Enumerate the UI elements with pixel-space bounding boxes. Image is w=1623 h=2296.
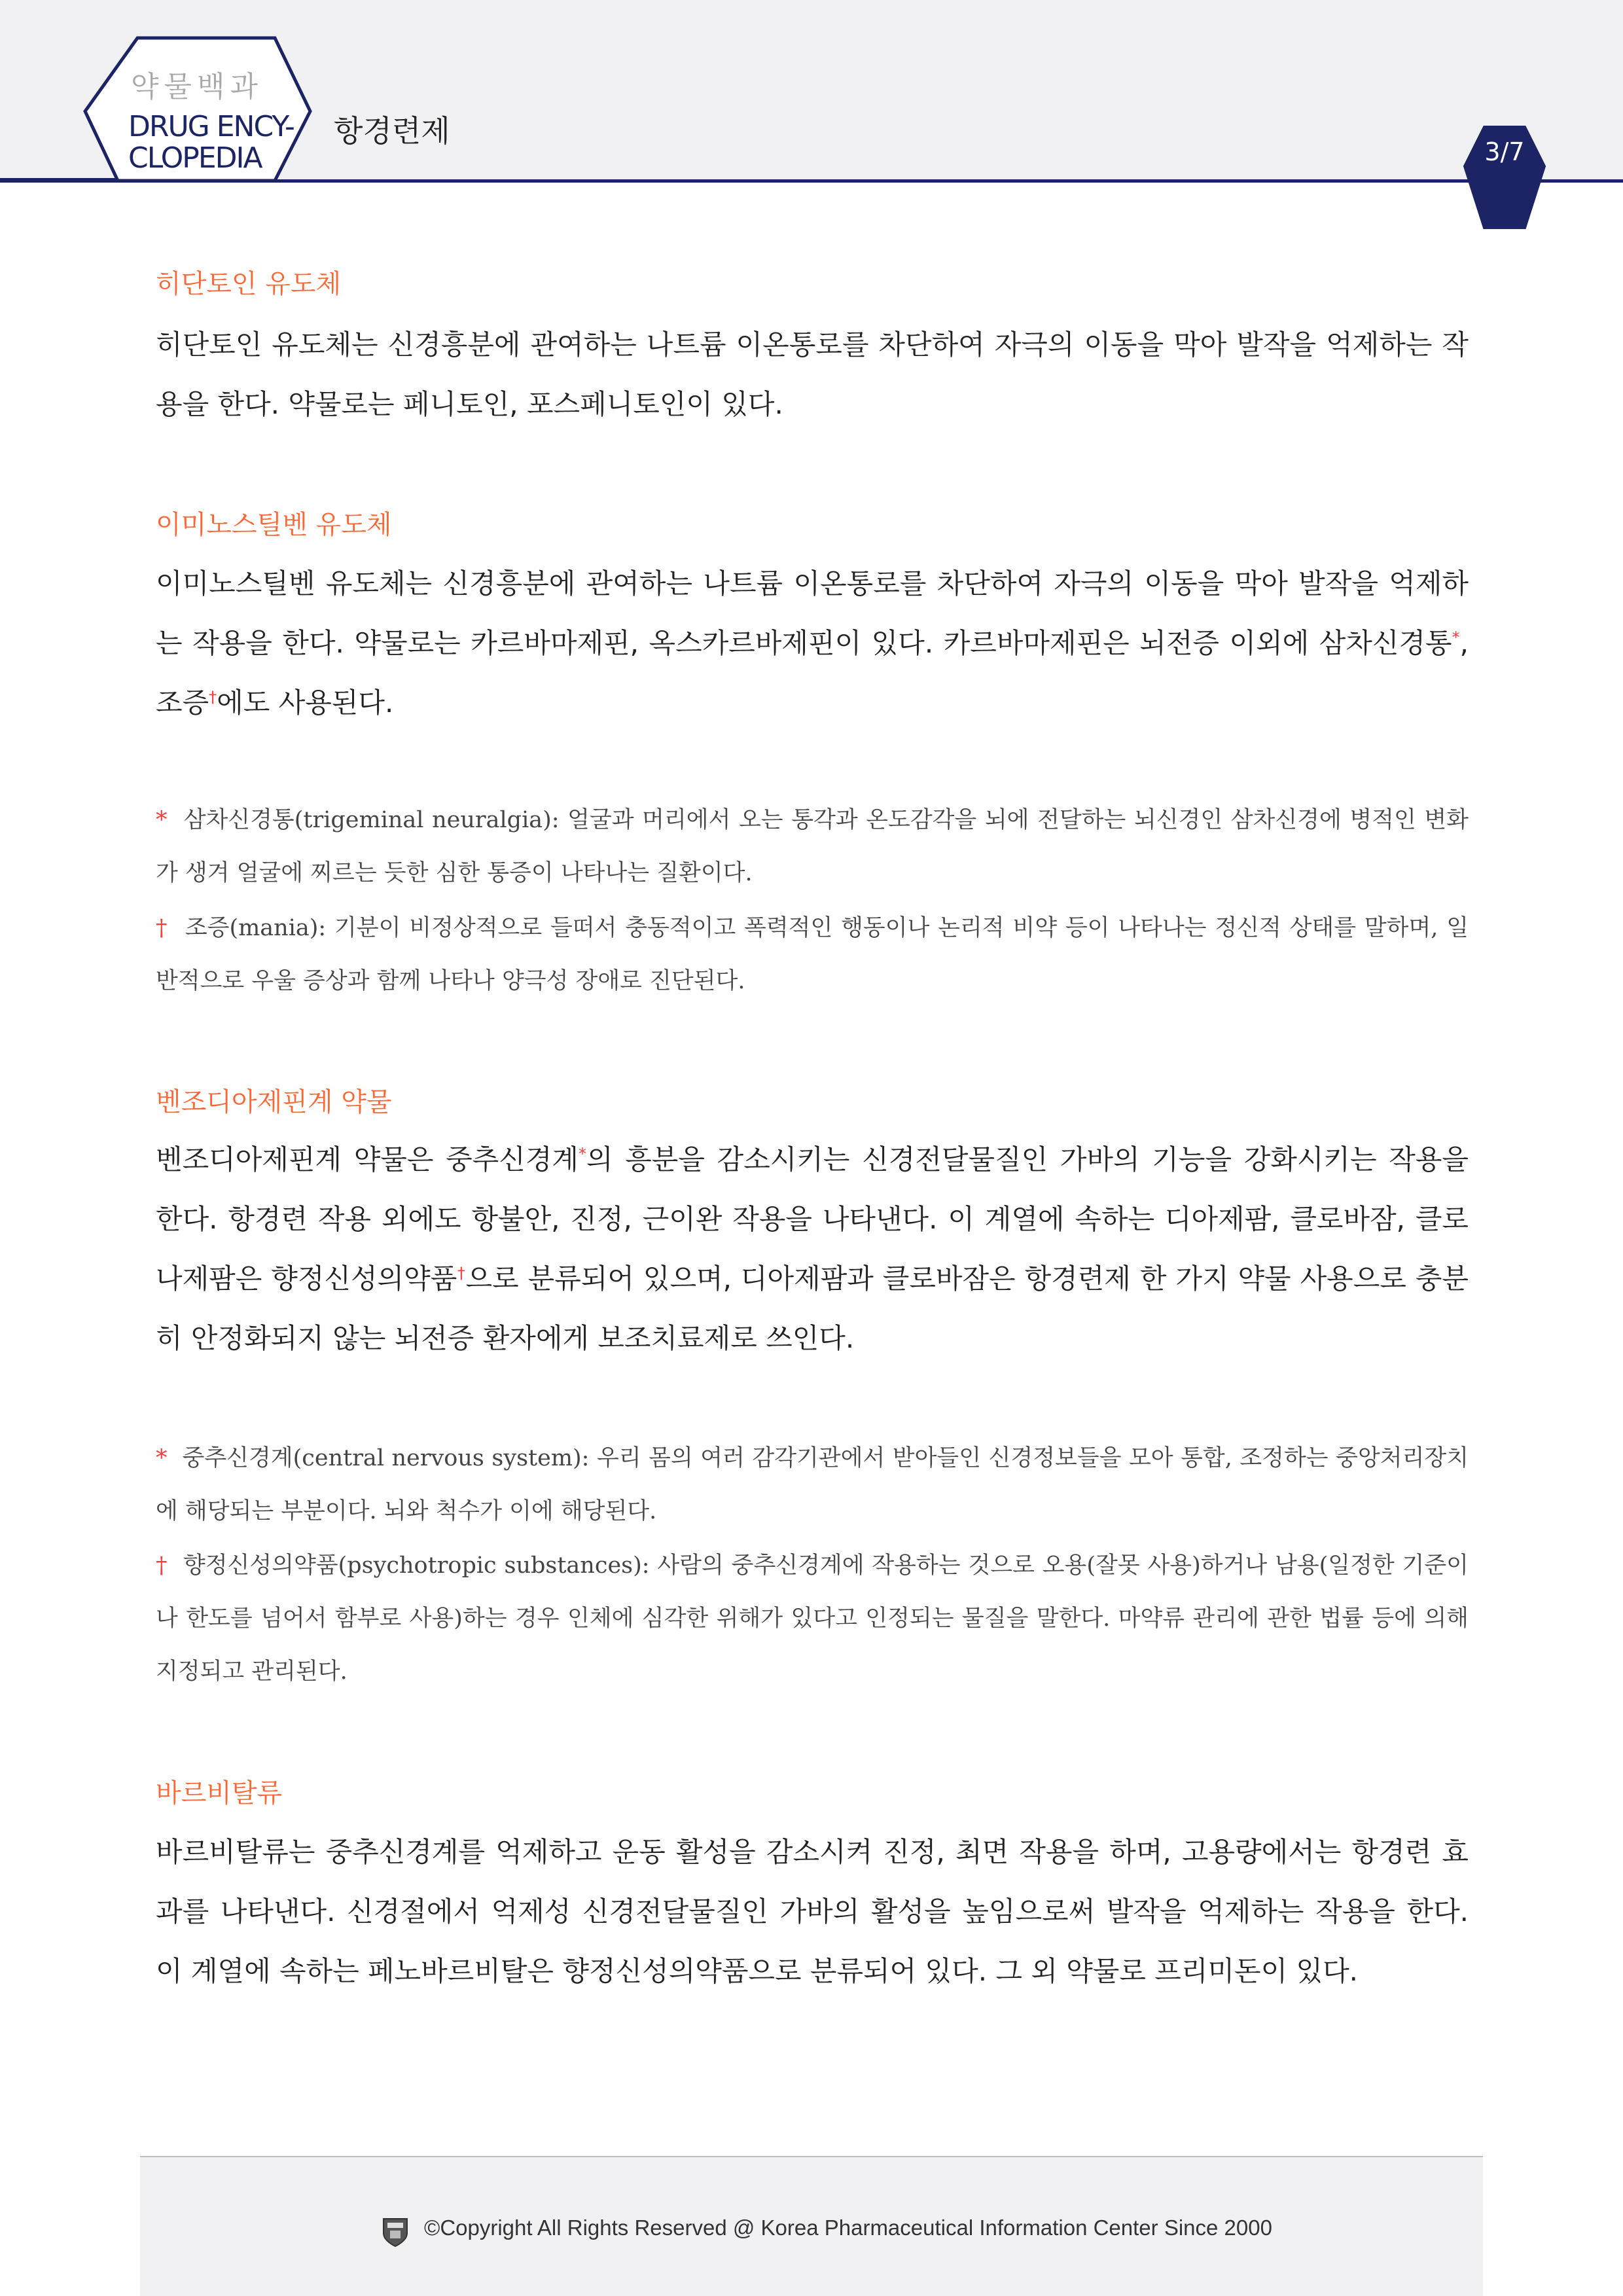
section-heading-iminostilbene: 이미노스틸벤 유도체: [156, 510, 392, 540]
footnote-mark: †: [457, 1264, 466, 1282]
section-heading-benzodiazepine: 벤조디아제핀계 약물: [156, 1087, 392, 1117]
header-divider: [0, 179, 1623, 183]
page-title: 항경련제: [334, 113, 450, 149]
footnote: * 삼차신경통(trigeminal neuralgia): 얼굴과 머리에서 오는 통각과 온도감각을 뇌에 전달하는 뇌신경인 삼차신경에 병적인 변화가 생겨 얼굴에 찌르는 듯한 심한 통증이 나타나는 질환이다.: [156, 807, 1469, 886]
footnote-mark: *: [156, 1445, 168, 1471]
footnote-mark: †: [209, 688, 217, 706]
section-body-iminostilbene: 이미노스틸벤 유도체는 신경흥분에 관여하는 나트륨 이온통로를 차단하여 자극의 이동을 막아 발작을 억제하는 작용을 한다. 약물로는 카르바마제핀, 옥스카르바제핀이 있다. 카르바마제핀은 뇌전증 이외에 삼차신경통*, 조증†에도 사용된다.: [156, 567, 1469, 719]
page-number: 3/7: [1484, 137, 1525, 166]
footnote-mark: *: [156, 807, 168, 833]
footnote-mark: *: [1452, 628, 1460, 647]
section-body-barbiturate: 바르비탈류는 중추신경계를 억제하고 운동 활성을 감소시켜 진정, 최면 작용을 하며, 고용량에서는 항경련 효과를 나타낸다. 신경절에서 억제성 신경전달물질인 가바의 활성을 높임으로써 발작을 억제하는 작용을 한다. 이 계열에 속하는 페노바르비탈은 향정신성의약품으로 분류되어 있다. 그 외 약물로 프리미돈이 있다.: [156, 1836, 1469, 1987]
footnote-mark: *: [578, 1145, 586, 1163]
section-heading-barbiturate: 바르비탈류: [156, 1778, 283, 1808]
section-heading-hydantoin: 히단토인 유도체: [156, 269, 342, 299]
copyright-text: ©Copyright All Rights Reserved @ Korea Pharmaceutical Information Center Since 2000: [424, 2215, 1272, 2240]
logo-english-line2: CLOPEDIA: [128, 141, 262, 175]
logo-english-line1: DRUG ENCY-: [128, 110, 294, 143]
kpic-emblem-icon: [381, 2216, 410, 2248]
section-body-benzodiazepine: 벤조디아제핀계 약물은 중추신경계*의 흥분을 감소시키는 신경전달물질인 가바의 기능을 강화시키는 작용을 한다. 항경련 작용 외에도 항불안, 진정, 근이완 작용을 나타낸다. 이 계열에 속하는 디아제팜, 클로바잠, 클로나제팜은 향정신성의약품†으로 분류되어 있으며, 디아제팜과 클로바잠은 항경련제 한 가지 약물 사용으로 충분히 안정화되지 않는 뇌전증 환자에게 보조치료제로 쓰인다.: [156, 1143, 1469, 1354]
footnote-mark: †: [156, 915, 169, 941]
footnote: † 향정신성의약품(psychotropic substances): 사람의 중추신경계에 작용하는 것으로 오용(잘못 사용)하거나 남용(일정한 기준이나 한도를 넘어서 함부로 사용)하는 경우 인체에 심각한 위해가 있다고 인정되는 물질을 말한다. 마약류 관리에 관한 법률 등에 의해 지정되고 관리된다.: [156, 1552, 1469, 1685]
logo-korean: 약물백과: [131, 70, 264, 103]
footnote: * 중추신경계(central nervous system): 우리 몸의 여러 감각기관에서 받아들인 신경정보들을 모아 통합, 조정하는 중앙처리장치에 해당되는 부분이다. 뇌와 척수가 이에 해당된다.: [156, 1445, 1469, 1524]
footnote: † 조증(mania): 기분이 비정상적으로 들떠서 충동적이고 폭력적인 행동이나 논리적 비약 등이 나타나는 정신적 상태를 말하며, 일반적으로 우울 증상과 함께 나타나 양극성 장애로 진단된다.: [156, 915, 1469, 994]
section-body-hydantoin: 히단토인 유도체는 신경흥분에 관여하는 나트륨 이온통로를 차단하여 자극의 이동을 막아 발작을 억제하는 작용을 한다. 약물로는 페니토인, 포스페니토인이 있다.: [156, 329, 1469, 420]
footnote-mark: †: [156, 1552, 168, 1579]
